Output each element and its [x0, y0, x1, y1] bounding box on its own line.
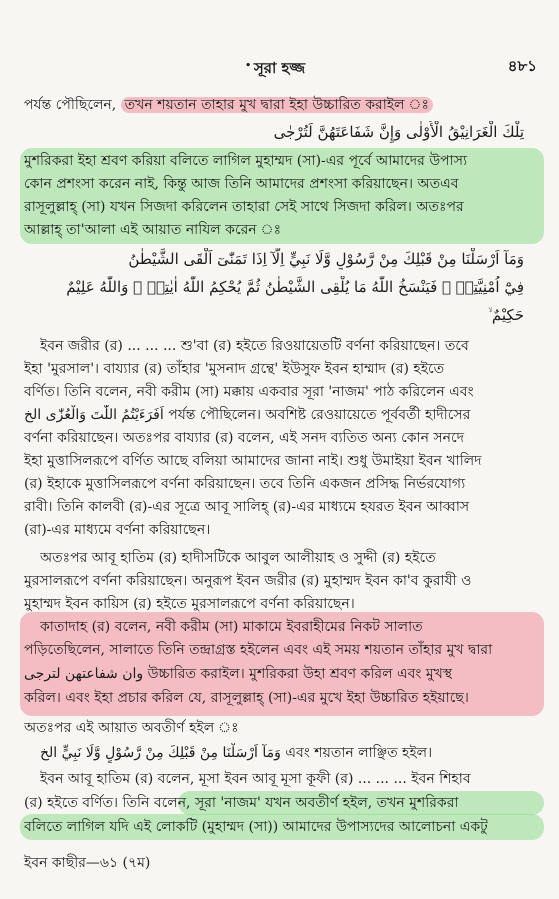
text-line: বর্ণনা করিয়াছেন। অতঃপর বায্যার (র) বলেন, এই সনদ ব্যতিত অন্য কোন সনদে [24, 430, 464, 446]
arabic-inline: وان شفاعتهن لترجى [24, 666, 144, 682]
text-line: করিল। এবং ইহা প্রচার করিল যে, রাসূলুল্লাহ্ (সা)-এর মুখে ইহা উচ্চারিত হইয়াছে। [24, 690, 469, 706]
text-line [24, 664, 536, 684]
red-highlight: তখন শয়তান তাহার মুখ দ্বারা ইহা উচ্চারিত করাইল ঃ [121, 97, 433, 113]
page-footer: ইবন কাছীর—৬১ (৭ম) [24, 855, 151, 871]
text-line: ইবন আবূ হাতিম (র) বলেন, মূসা ইবন আবূ মূসা কূফী (র) ... ... ... ইবন শিহাব [40, 771, 471, 787]
chapter-title: সূরা হজ্জ [253, 59, 306, 77]
text-line [24, 405, 536, 425]
text-line: ইবন জরীর (র) ... ... ... শু'বা (র) হইতে রিওয়ায়েতটি বর্ণনা করিয়াছেন। তবে [40, 338, 469, 354]
text-line: আল্লাহ্ তা'আলা এই আয়াত নাযিল করেন ঃ [24, 222, 282, 238]
arabic-inline: وَمَآ اَرْسَلْنَا مِنْ قَبْلِكَ مِنْ رَّسُوْلٍ وَّلَا نَبِيٍّ الخ [40, 745, 281, 761]
text-span: উচ্চারিত করাইল। মুশরিকরা উহা শ্রবণ করিল এবং মুখস্থ [143, 666, 453, 682]
text-line: (রা)-এর মাধ্যমে বর্ণনা করিয়াছেন। [24, 522, 211, 538]
arabic-verse: وَمَآ اَرْسَلْنَا مِنْ قَبْلِكَ مِنْ رَّسُوْلٍ وَّلَا نَبِيٍّ اِلَّآ اِذَا تَمَنّٰىٓ اَلْقَى الشَّيْطٰنُ [128, 250, 524, 268]
text-line: মুশরিকরা ইহা শ্রবণ করিয়া বলিতে লাগিল মুহাম্মদ (সা)-এর পূর্বে আমাদের উপাস্য [24, 153, 468, 169]
text-line: কাতাদাহ (র) বলেন, নবী করীম (সা) মাকামে ইবরাহীমের নিকট সালাত [40, 619, 423, 635]
text-line: অতঃপর আবূ হাতিম (র) হাদীসটিকে আবুল আলীয়াহ ও সুদ্দী (র) হইতে [40, 550, 436, 566]
text-line: রাবী। তিনি কালবী (র)-এর সূত্রে আবূ সালিহ্ (র)-এর মাধ্যমে হযরত ইবন আব্বাস [24, 499, 470, 515]
text-line: পড়িতেছিলেন, সালাতে তিনি তন্দ্রাগ্রস্ত হইলেন এবং এই সময় শয়তান তাঁহার মুখ দ্বারা [24, 642, 493, 658]
text-span: পর্যন্ত পৌছিলেন। অবশিষ্ট রেওয়ায়েতে পূর্ববর্তী হাদীসের [163, 407, 471, 423]
arabic-verse: حَكِيْمٌ ۙ [488, 306, 524, 324]
arabic-verse: تِلْكَ الْغَرَانِيْقُ الْأُوْلٰى وَإِنَّ شَفَاعَتَهُنَّ لَتُرْجٰى [273, 123, 524, 141]
header-dot: . [245, 50, 252, 71]
text-line [24, 793, 536, 813]
text-line: মুহাম্মদ ইবন কায়িস (র) হইতে মুরসালরূপে বর্ণনা করিয়াছেন। [24, 596, 355, 612]
text-line: (র) ইহাকে মুত্তাসিলরূপে বর্ণনা করিয়াছেন। তবে তিনি একজন প্রসিদ্ধ নির্ভরযোগ্য [24, 476, 466, 492]
arabic-verse: فِيْٓ اُمْنِيَّتِهٖ ۚ فَيَنْسَخُ اللّٰهُ مَا يُلْقِى الشَّيْطٰنُ ثُمَّ يُحْكِمُ اللّٰهُ اٰيٰتِهٖ ۗ وَاللّٰهُ عَلِيْمٌ [66, 278, 524, 296]
text-line: ইহা 'মুরসাল'। বায্যার (র) তাঁহার 'মুসনাদ গ্রন্থে' ইউসুফ ইবন হাম্মাদ (র) হইতে [24, 361, 445, 377]
text-line [40, 743, 536, 763]
page-number: ৪৮১ [507, 57, 537, 75]
text-span: (র) হইতে বর্ণিত। [24, 795, 123, 811]
text-span: পর্যন্ত পৌছিলেন, [24, 97, 121, 113]
text-line: ইহা মুত্তাসিলরূপে বর্ণিত আছে বলিয়া আমাদের জানা নাই। শুধু উমাইয়া ইবন খালিদ [24, 453, 482, 469]
text-line: বর্ণিত। তিনি বলেন, নবী করীম (সা) মক্কায় একবার সূরা 'নাজম' পাঠ করিলেন এবং [24, 384, 474, 400]
text-line: মুরসালরূপে বর্ণনা করিয়াছেন। অনুরূপ ইবন জরীর (র) মুহাম্মদ ইবন কা'ব কুরাযী ও [24, 573, 472, 589]
text-line [24, 95, 536, 115]
text-span: তিনি বলেন, সূরা 'নাজম' যখন অবতীর্ণ হইল, তখন মুশরিকরা [122, 795, 459, 811]
text-line: কোন প্রশংসা করেন নাই, কিন্তু আজ তিনি আমাদের প্রশংসা করিয়াছেন। অতএব [24, 176, 459, 192]
text-line: রাসূলুল্লাহ্ (সা) যখন সিজদা করিলেন তাহারা সেই সাথে সিজদা করিল। অতঃপর [24, 199, 464, 215]
text-span: এবং শয়তান লাঞ্ছিত হইল। [280, 745, 433, 761]
text-line: বলিতে লাগিল যদি এই লোকটি (মুহাম্মদ (সা)) আমাদের উপাস্যদের আলোচনা একটু [24, 819, 488, 835]
arabic-inline: اَفَرَءَيْتُمُ اللّٰتَ وَالْعُزّٰى الخ [24, 407, 164, 423]
text-line: অতঃপর এই আয়াত অবতীর্ণ হইল ঃ [24, 720, 239, 736]
